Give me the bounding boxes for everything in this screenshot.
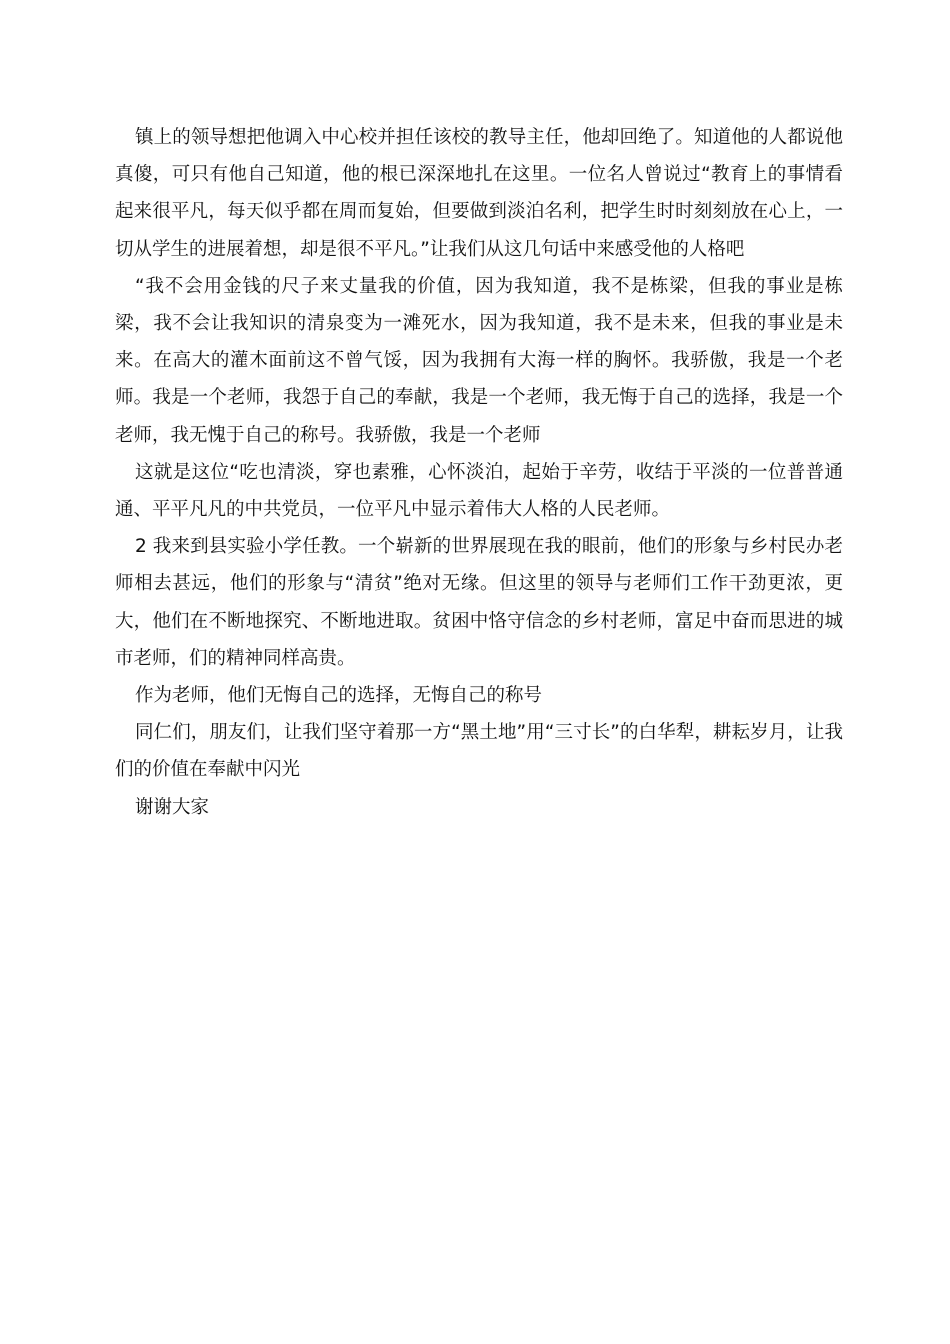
paragraph-4: 2 我来到县实验小学任教。一个崭新的世界展现在我的眼前，他们的形象与乡村民办老师相去甚远，他们的形象与“清贫”绝对无缘。但这里的领导与老师们工作干劲更浓，更大，他们在不断地探究、不断地进取。贫困中恪守信念的乡村老师，富足中奋而思进的城市老师，们的精神同样高贵。 bbox=[115, 536, 843, 669]
paragraph-5: 作为老师，他们无悔自己的选择，无悔自己的称号 bbox=[135, 685, 543, 707]
paragraph-7: 谢谢大家 bbox=[135, 796, 210, 818]
paragraph-1: 镇上的领导想把他调入中心校并担任该校的教导主任，他却回绝了。知道他的人都说他真傻，可只有他自己知道，他的根已深深地扎在这里。一位名人曾说过“教育上的事情看起来很平凡，每天似乎都在周而复始，但要做到淡泊名利，把学生时时刻刻放在心上，一切从学生的进展着想，却是很不平凡。”让我们从这几句话中来感受他的人格吧 bbox=[115, 127, 843, 260]
paragraph-6: 同仁们，朋友们，让我们坚守着那一方“黑土地”用“三寸长”的白华犁，耕耘岁月，让我们的价值在奉献中闪光 bbox=[115, 722, 843, 781]
document-body bbox=[115, 119, 843, 826]
paragraph-3: 这就是这位“吃也清淡，穿也素雅，心怀淡泊，起始于辛劳，收结于平淡的一位普普通通、平平凡凡的中共党员，一位平凡中显示着伟大人格的人民老师。 bbox=[115, 461, 843, 521]
paragraph-2: “我不会用金钱的尺子来丈量我的价值，因为我知道，我不是栋梁，但我的事业是栋梁，我不会让我知识的清泉变为一滩死水，因为我知道，我不是未来，但我的事业是未来。在高大的灌木面前这不曾气馁，因为我拥有大海一样的胸怀。我骄傲，我是一个老师。我是一个老师，我怨于自己的奉献，我是一个老师，我无悔于自己的选择，我是一个老师，我无愧于自己的称号。我骄傲，我是一个老师 bbox=[115, 275, 843, 446]
